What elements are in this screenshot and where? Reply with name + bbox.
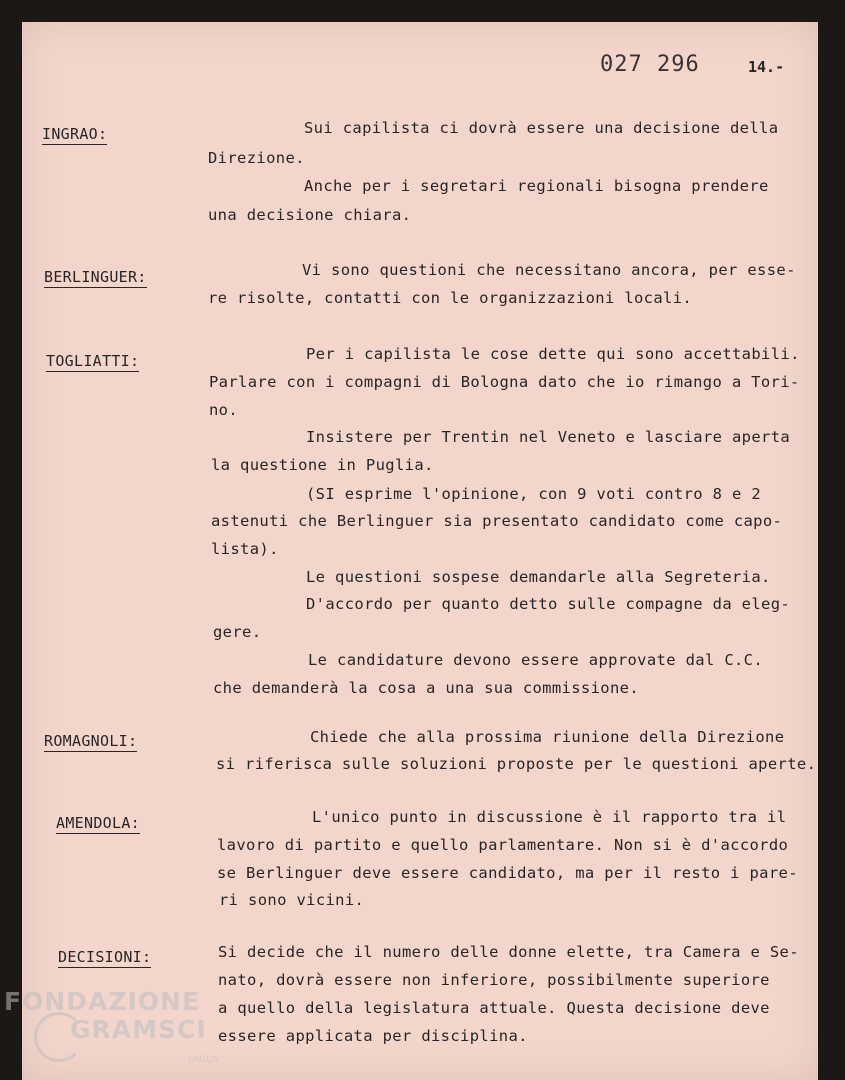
speaker-decisioni: DECISIONI: [58, 948, 152, 966]
text-line: Chiede che alla prossima riunione della Direzione [310, 728, 785, 746]
text-line: re risolte, contatti con le organizzazioni locali. [208, 289, 693, 307]
text-line: Sui capilista ci dovrà essere una decisione della [304, 119, 779, 137]
watermark-line-2: GRAMSCI [70, 1015, 207, 1044]
page-number: 14.- [748, 58, 785, 76]
text-line: astenuti che Berlinguer sia presentato candidato come capo- [211, 512, 783, 530]
text-line: Direzione. [208, 149, 305, 167]
text-line: lista). [211, 540, 279, 558]
fondazione-gramsci-watermark [4, 987, 219, 1065]
text-line: Per i capilista le cose dette qui sono accettabili. [306, 345, 800, 363]
text-line: Le candidature devono essere approvate dal C.C. [308, 651, 764, 669]
text-line: la questione in Puglia. [211, 456, 434, 474]
text-line: Anche per i segretari regionali bisogna prendere [304, 177, 769, 195]
text-line: Vi sono questioni che necessitano ancora, per esse- [302, 261, 796, 279]
text-line: se Berlinguer deve essere candidato, ma per il resto i pare- [217, 864, 798, 882]
text-line: Parlare con i compagni di Bologna dato che io rimango a Tori- [209, 373, 800, 391]
text-line: Le questioni sospese demandarle alla Segreteria. [306, 568, 771, 586]
text-line: a quello della legislatura attuale. Questa decisione deve [218, 999, 770, 1017]
speaker-ingrao: INGRAO: [42, 125, 108, 143]
text-line: una decisione chiara. [208, 206, 412, 224]
gramsci-logo-icon [34, 1012, 84, 1062]
text-line: Si decide che il numero delle donne elette, tra Camera e Se- [218, 943, 799, 961]
text-line: che demanderà la cosa a una sua commissione. [213, 679, 639, 697]
watermark-sub: ONLUS [188, 1055, 219, 1065]
text-line: (SI esprime l'opinione, con 9 voti contro 8 e 2 [306, 485, 762, 503]
text-line: essere applicata per disciplina. [218, 1027, 528, 1045]
speaker-berlinguer: BERLINGUER: [44, 268, 147, 286]
speaker-amendola: AMENDOLA: [56, 814, 140, 832]
text-line: Insistere per Trentin nel Veneto e lasciare aperta [306, 428, 791, 446]
speaker-togliatti: TOGLIATTI: [46, 352, 140, 370]
archive-number: 027 296 [600, 52, 700, 77]
text-line: nato, dovrà essere non inferiore, possibilmente superiore [218, 971, 770, 989]
text-line: D'accordo per quanto detto sulle compagne da eleg- [306, 595, 791, 613]
text-line: no. [209, 401, 239, 419]
speaker-romagnoli: ROMAGNOLI: [44, 732, 138, 750]
text-line: lavoro di partito e quello parlamentare. Non si è d'accordo [217, 836, 789, 854]
text-line: L'unico punto in discussione è il rapporto tra il [312, 808, 787, 826]
text-line: ri sono vicini. [219, 891, 365, 909]
document-page [22, 22, 818, 1080]
text-line: gere. [213, 623, 262, 641]
text-line: si riferisca sulle soluzioni proposte per le questioni aperte. [216, 755, 817, 773]
watermark-line-1: FONDAZIONE [4, 987, 201, 1016]
